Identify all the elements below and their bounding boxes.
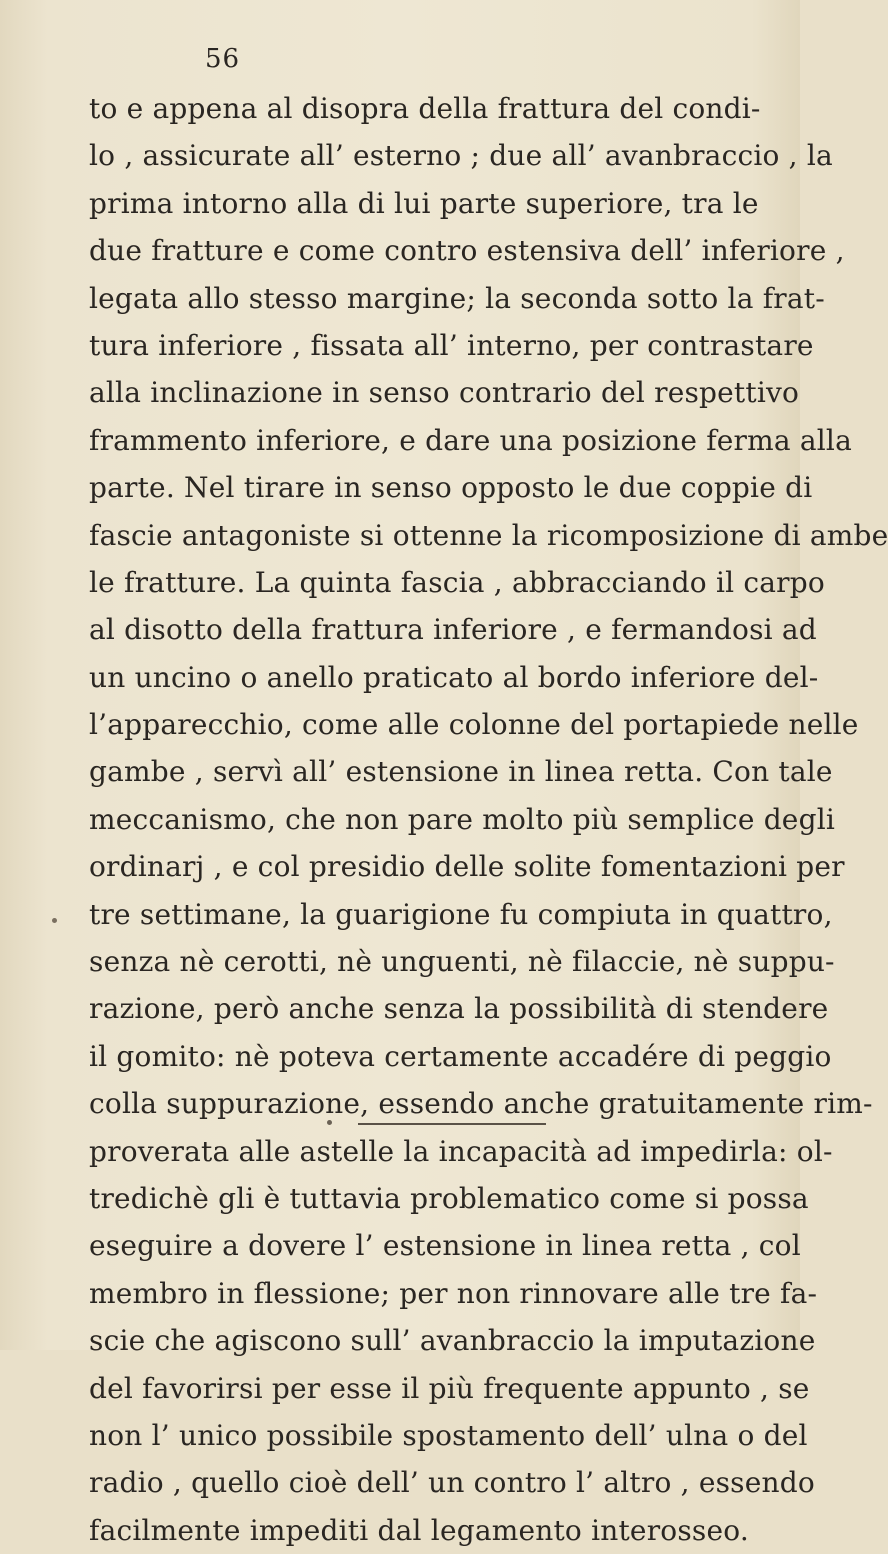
text-line: le fratture. La quinta fascia , abbracciando il carpo xyxy=(89,565,825,599)
text-line: eseguire a dovere l’ estensione in linea retta , col xyxy=(89,1229,801,1263)
text-line: membro in flessione; per non rinnovare alle tre fa- xyxy=(89,1276,818,1310)
text-line: alla inclinazione in senso contrario del respettivo xyxy=(89,376,800,410)
text-line: due fratture e come contro estensiva dell’ inferiore , xyxy=(89,234,845,268)
text-line: legata allo stesso margine; la seconda sotto la frat- xyxy=(89,281,825,315)
text-line: l’apparecchio, come alle colonne del portapiede nelle xyxy=(89,708,859,742)
margin-speck xyxy=(52,918,57,923)
text-line: senza nè cerotti, nè unguenti, nè filaccie, nè suppu- xyxy=(89,945,835,979)
text-line: gambe , servì all’ estensione in linea retta. Con tale xyxy=(89,755,833,789)
text-line: tura inferiore , fissata all’ interno, per contrastare xyxy=(89,328,814,362)
text-line: lo , assicurate all’ esterno ; due all’ avanbraccio , la xyxy=(89,139,833,173)
text-line: il gomito: nè poteva certamente accadére di peggio xyxy=(89,1039,832,1073)
text-line: meccanismo, che non pare molto più semplice degli xyxy=(89,802,836,836)
body-text xyxy=(89,85,888,1554)
text-line: parte. Nel tirare in senso opposto le due coppie di xyxy=(89,471,813,505)
text-line: razione, però anche senza la possibilità di stendere xyxy=(89,992,829,1026)
text-line: prima intorno alla di lui parte superiore, tra le xyxy=(89,186,759,220)
text-line: ordinarj , e col presidio delle solite fomentazioni per xyxy=(89,850,845,884)
text-line: tre settimane, la guarigione fu compiuta in quattro, xyxy=(89,897,833,931)
text-line: del favorirsi per esse il più frequente appunto , se xyxy=(89,1371,810,1405)
ink-dot xyxy=(327,1120,332,1125)
text-line: un uncino o anello praticato al bordo inferiore del- xyxy=(89,660,819,694)
text-line: scie che agiscono sull’ avanbraccio la imputazione xyxy=(89,1324,816,1358)
text-line: colla suppurazione, essendo anche gratuitamente rim- xyxy=(89,1087,873,1121)
page-number: 56 xyxy=(205,44,241,74)
section-rule xyxy=(358,1123,546,1125)
text-line: to e appena al disopra della frattura del condi- xyxy=(89,92,761,125)
text-line: radio , quello cioè dell’ un contro l’ altro , essendo xyxy=(89,1466,815,1500)
text-line: proverata alle astelle la incapacità ad impedirla: ol- xyxy=(89,1134,833,1168)
text-line-last: facilmente impediti dal legamento interosseo. xyxy=(89,1513,749,1547)
text-line: al disotto della frattura inferiore , e fermandosi ad xyxy=(89,613,817,647)
text-line: non l’ unico possibile spostamento dell’ ulna o del xyxy=(89,1418,808,1452)
text-line: tredichè gli è tuttavia problematico come si possa xyxy=(89,1181,809,1215)
text-line: fascie antagoniste si ottenne la ricomposizione di ambe xyxy=(89,518,888,552)
text-line: frammento inferiore, e dare una posizione ferma alla xyxy=(89,423,852,457)
